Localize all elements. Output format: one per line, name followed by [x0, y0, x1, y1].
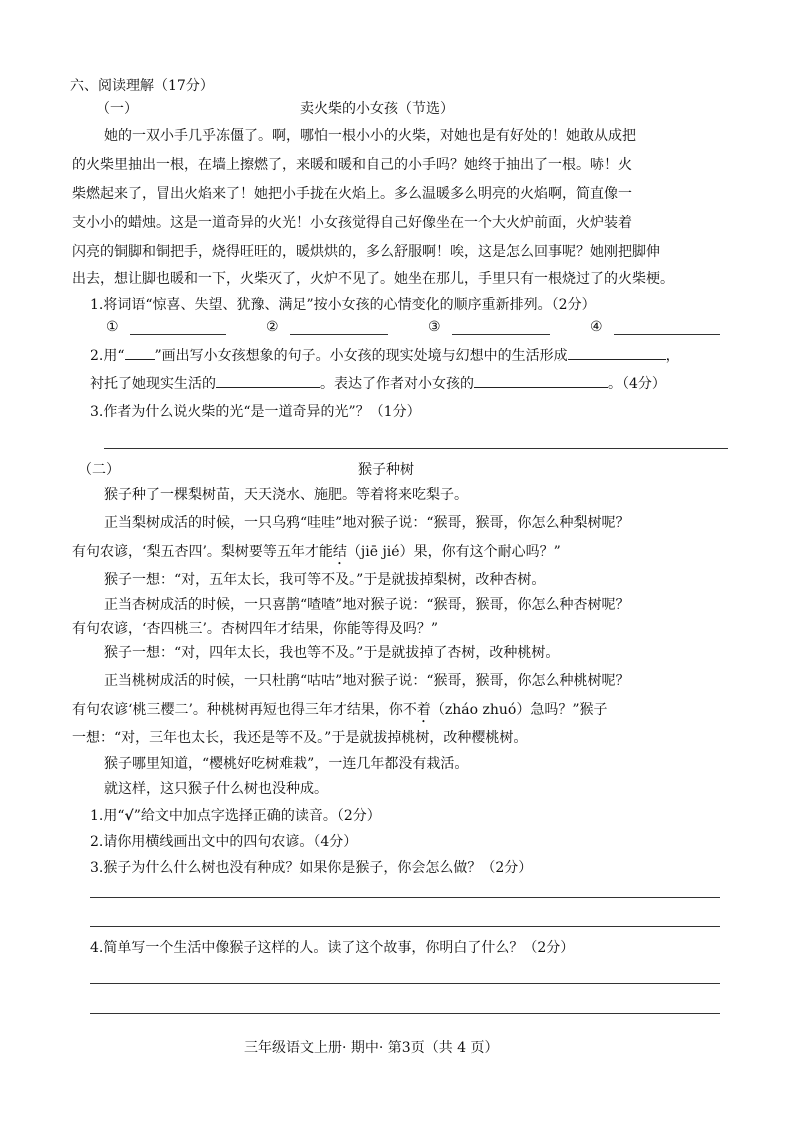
page-footer: 三年级语文上册· 期中· 第3页（共 4 页） [244, 1040, 499, 1056]
q2-text-b: ”画出写小女孩想象的句子。小女孩的现实处境与幻想中的生活形成 [154, 348, 568, 364]
part2-para-4a: 正当杏树成活的时候，一只喜鹊“喳喳”地对猴子说：“猴哥，猴哥，你怎么种杏树呢？ [104, 597, 630, 613]
q1-text-b: ”给文中加点字选择正确的读音。（2分） [133, 808, 381, 824]
para-2b-text: 有句农谚，‘梨五杏四’。梨树要等五年才能 [72, 544, 333, 560]
dotted-char-jie: 结 [332, 544, 347, 560]
part2-para-8: 就这样，这只猴子什么树也没种成。 [104, 781, 328, 797]
answer-line-q3-1[interactable] [90, 897, 720, 898]
answer-mark-2: ② [266, 319, 279, 335]
para-2b-pinyin: （jiē jié）果，你有这个耐心吗？” [346, 544, 561, 560]
q2-blank-2[interactable] [216, 373, 320, 388]
part1-line-6: 出去，想让脚也暖和一下，火柴灭了，火炉不见了。她坐在那儿，手里只有一根烧过了的火柴梗。 [72, 271, 674, 287]
answer-mark-3: ③ [428, 319, 441, 335]
q2-text-a: 2.用“ [90, 348, 125, 364]
part1-line-3: 柴燃起来了，冒出火焰来了！她把小手拢在火焰上。多么温暖多么明亮的火焰啊，简直像一 [72, 186, 632, 202]
part2-label: （二） [78, 462, 120, 478]
q2-underline-sample [125, 345, 155, 360]
part2-para-7: 猴子哪里知道，“樱桃好吃树难栽”，一连几年都没有栽活。 [104, 756, 469, 772]
part2-question-1 [90, 806, 381, 826]
dotted-char-zhao: 着 [416, 702, 431, 718]
part1-question-2-cont [90, 373, 666, 394]
q2-text-f: 。（4分） [608, 376, 666, 392]
part2-title: 猴子种树 [358, 462, 414, 478]
answer-line-q4-2[interactable] [90, 1013, 720, 1014]
part1-question-1: 1.将词语“惊喜、失望、犹豫、满足”按小女孩的心情变化的顺序重新排列。（2分） [90, 297, 596, 313]
part2-question-4: 4.简单写一个生活中像猴子这样的人。读了这个故事，你明白了什么？（2分） [90, 940, 575, 956]
para-6b-pinyin: （zháo zhuó）急吗？”猴子 [430, 702, 608, 718]
answer-blank-3[interactable] [452, 334, 550, 335]
part1-question-3: 3.作者为什么说火柴的光“是一道奇异的光”？（1分） [90, 404, 421, 420]
part1-title: 卖火柴的小女孩（节选） [300, 101, 454, 117]
answer-mark-4: ④ [590, 319, 603, 335]
part1-line-1: 她的一双小手几乎冻僵了。啊，哪怕一根小小的火柴，对她也是有好处的！她敢从成把 [104, 128, 636, 144]
q2-text-d: 衬托了她现实生活的 [90, 376, 216, 392]
part2-para-1: 猴子种了一棵梨树苗，天天浇水、施肥。等着将来吃梨子。 [104, 487, 468, 503]
part1-line-2: 的火柴里抽出一根，在墙上擦燃了，来暖和暖和自己的小手吗？她终于抽出了一根。哧！火 [72, 157, 632, 173]
part2-para-6c: 一想：“对，三年也太长，我还是等不及。”于是就拔掉桃树，改种樱桃树。 [72, 730, 528, 746]
part2-para-3: 猴子一想：“对，五年太长，我可等不及。”于是就拔掉梨树，改种杏树。 [104, 572, 546, 588]
part2-para-2a: 正当梨树成活的时候，一只乌鸦“哇哇”地对猴子说：“猴哥，猴哥，你怎么种梨树呢？ [104, 515, 630, 531]
part1-label: （一） [96, 101, 138, 117]
q2-blank-1[interactable] [568, 345, 666, 360]
section-heading: 六、阅读理解（17分） [70, 78, 214, 94]
answer-mark-1: ① [106, 319, 119, 335]
part1-line-4: 支小小的蜡烛。这是一道奇异的火光！小女孩觉得自己好像坐在一个大火炉前面，火炉装着 [72, 215, 632, 231]
part2-para-4b: 有句农谚，‘杏四桃三’。杏树四年才结果，你能等得及吗？” [72, 621, 439, 637]
checkmark-icon: √ [124, 808, 134, 824]
para-6b-text: 有句农谚‘桃三樱二’。种桃树再短也得三年才结果，你不 [72, 702, 417, 718]
part2-para-2b [72, 542, 561, 568]
answer-line-q4-1[interactable] [90, 983, 720, 984]
answer-blank-1[interactable] [130, 334, 226, 335]
answer-blank-4[interactable] [614, 334, 720, 335]
part2-para-6a: 正当桃树成活的时候，一只杜鹃“咕咕”地对猴子说：“猴哥，猴哥，你怎么种桃树呢？ [104, 673, 630, 689]
q2-text-c: ， [665, 348, 680, 364]
answer-line-q3-2[interactable] [90, 926, 720, 927]
q2-text-e: 。表达了作者对小女孩的 [320, 376, 474, 392]
part2-para-5: 猴子一想：“对，四年太长，我也等不及。”于是就拔掉了杏树，改种桃树。 [104, 645, 560, 661]
part1-line-5: 闪亮的铜脚和铜把手，烧得旺旺的，暖烘烘的，多么舒服啊！唉，这是怎么回事呢？她刚把脚伸 [72, 244, 660, 260]
q2-blank-3[interactable] [474, 373, 608, 388]
part2-question-2: 2.请你用横线画出文中的四句农谚。（4分） [90, 834, 358, 850]
answer-blank-2[interactable] [290, 334, 388, 335]
part1-question-2 [90, 345, 680, 366]
part2-question-3: 3.猴子为什么什么树也没有种成？如果你是猴子，你会怎么做？（2分） [90, 860, 533, 876]
q1-text-a: 1.用“ [90, 808, 125, 824]
part2-para-6b [72, 700, 608, 726]
answer-line-q3[interactable] [104, 448, 728, 449]
